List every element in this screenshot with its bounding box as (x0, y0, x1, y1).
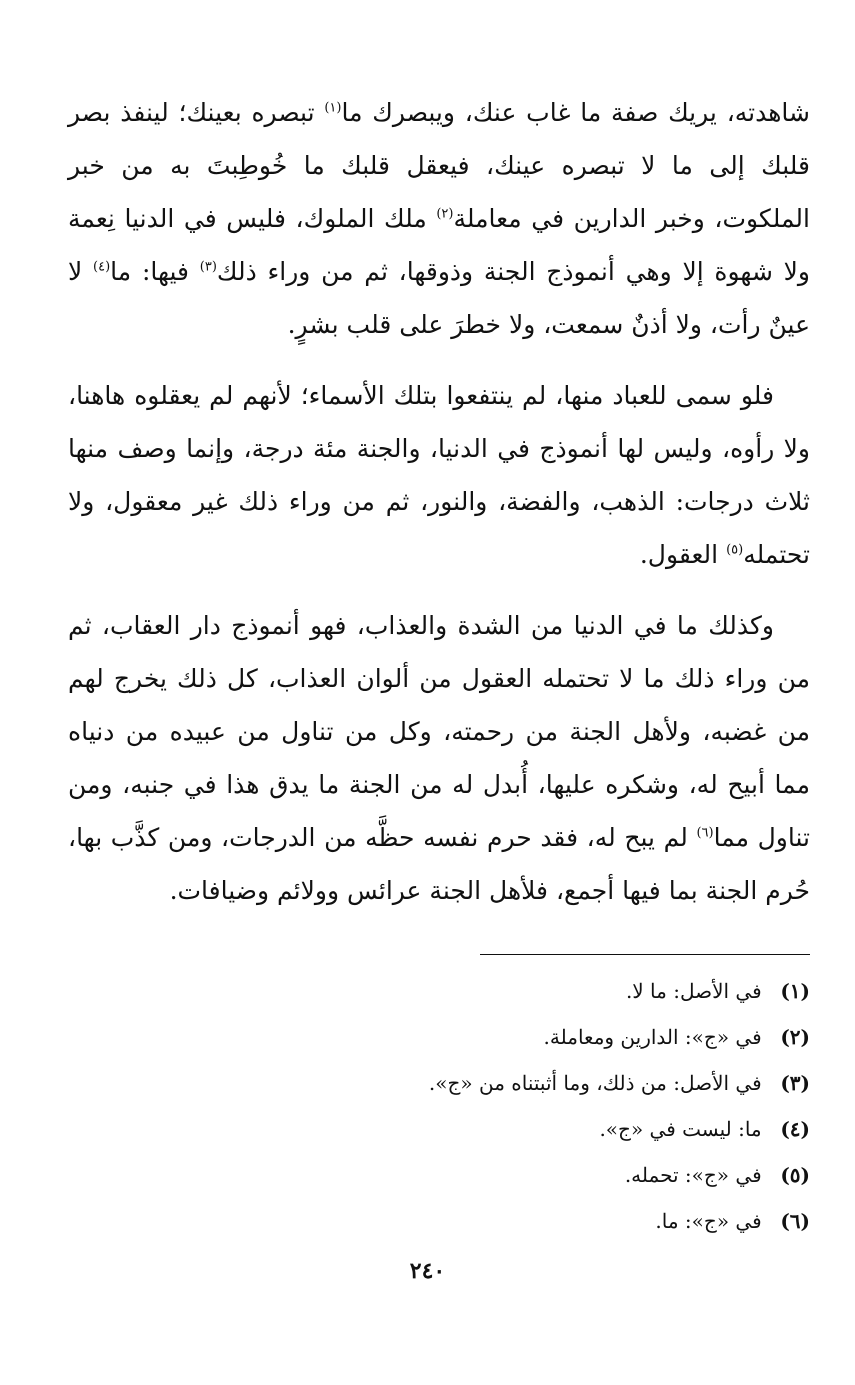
text-run: وكذلك ما في الدنيا من الشدة والعذاب، فهو أنموذج دار العقاب، ثم من وراء ذلك ما لا تحتمله العقول من ألوان العذاب، كل ذلك يخرج لهم من غضبه، ولأهل الجنة من رحمته، وكل من تناول من عبيده من دنياه مما أبيح له، وشكره عليها، أُبدل له من الجنة ما يدق هذا في جنبه، ومن تناول مما (68, 611, 810, 852)
text-run: العقول. (639, 540, 727, 569)
footnote-text: في الأصل: من ذلك، وما أثبتناه من «ج». (428, 1071, 762, 1095)
text-run: لم يبح له، فقد حرم نفسه حظَّه من الدرجات، ومن كذَّب بها، حُرم الجنة بما فيها أجمع، فلأهل الجنة عرائس وولائم وضيافات. (68, 823, 810, 905)
footnote-ref: (١) (324, 100, 342, 116)
text-run: ملك الملوك، فليس في الدنيا نِعمة ولا شهوة إلا وهي أنموذج الجنة وذوقها، ثم من وراء ذلك (68, 204, 810, 286)
text-run: لا عينٌ رأت، ولا أذنٌ سمعت، ولا خطرَ على قلب بشرٍ. (68, 257, 810, 339)
footnote-2 (210, 1014, 810, 1060)
footnote-ref: (٤) (93, 259, 111, 275)
footnotes-list (210, 968, 810, 1244)
text-run: فيها: ما (110, 257, 200, 286)
footnote-number: (٢) (780, 1025, 810, 1049)
footnote-text: في «ج»: تحمله. (624, 1163, 762, 1187)
footnote-4 (210, 1106, 810, 1152)
footnote-number: (١) (780, 979, 810, 1003)
footnote-number: (٥) (780, 1163, 810, 1187)
footnote-ref: (٢) (436, 206, 454, 222)
footnote-ref: (٥) (726, 542, 744, 558)
paragraph-1 (68, 86, 810, 351)
text-run: تبصره بعينك؛ لينفذ بصر قلبك إلى ما لا تبصره عينك، فيعقل قلبك ما خُوطِبتَ به من خبر الملكوت، وخبر الدارين في معاملة (68, 98, 810, 233)
text-run: شاهدته، يريك صفة ما غاب عنك، ويبصرك ما (341, 98, 811, 127)
paragraph-3 (68, 599, 810, 917)
main-text (68, 86, 810, 917)
footnote-ref: (٣) (199, 259, 217, 275)
footnote-text: في «ج»: الدارين ومعاملة. (543, 1025, 762, 1049)
footnote-separator (480, 954, 810, 955)
paragraph-2 (68, 369, 810, 581)
footnote-number: (٤) (780, 1117, 810, 1141)
text-run: فلو سمى للعباد منها، لم ينتفعوا بتلك الأسماء؛ لأنهم لم يعقلوه هاهنا، ولا رأوه، وليس لها أنموذج في الدنيا، والجنة مئة درجة، وإنما وصف منها ثلاث درجات: الذهب، والفضة، والنور، ثم من وراء ذلك غير معقول، ولا تحتمله (68, 381, 810, 569)
footnote-1 (210, 968, 810, 1014)
page-number: ٢٤٠ (409, 1258, 446, 1284)
footnote-number: (٣) (780, 1071, 810, 1095)
footnote-text: في الأصل: ما لا. (625, 979, 762, 1003)
footnote-6 (210, 1198, 810, 1244)
footnote-number: (٦) (780, 1209, 810, 1233)
footnote-text: ما: ليست في «ج». (599, 1117, 762, 1141)
footnote-text: في «ج»: ما. (655, 1209, 762, 1233)
footnote-ref: (٦) (696, 825, 714, 841)
footnote-3 (210, 1060, 810, 1106)
footnote-5 (210, 1152, 810, 1198)
